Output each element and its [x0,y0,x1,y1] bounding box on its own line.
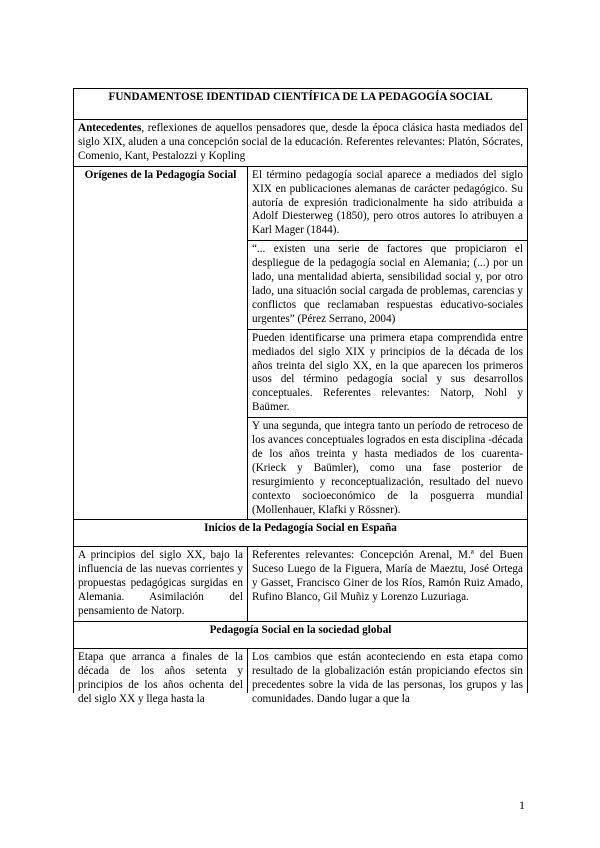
global-right-text: Los cambios que están aconteciendo en esta etapa como resultado de la globalización están propiciando efectos sin precedentes sobre la vida de las personas, los grupos y las comunidades. Dando lugar a que la [252,651,523,705]
page-number: 1 [519,798,525,812]
antecedentes-label: Antecedentes [78,122,142,134]
document-title: FUNDAMENTOSE IDENTIDAD CIENTÍFICA DE LA PEDAGOGÍA SOCIAL [74,89,528,120]
origenes-paragraph-2: “... existen una serie de factores que propiciaron el despliegue de la pedagogía social en Alemania; (...) por un lado, una mentalidad abierta, sensibilidad social y, por otro lado, una situación social cargada de problemas, carencias y conflictos que reclamaban respuestas educativo-sociales urgentes” (Pérez Serrano, 2004) [248,241,528,329]
origenes-paragraph-4: Y una segunda, que integra tanto un período de retroceso de los avances conceptuales logrados en esta disciplina -década de los años treinta y hasta mediados de los cuarenta- (Krieck y Baümler), como una fase posterior de resurgimiento y reconceptualización, resultado del nuevo contexto socioeconómico de la posguerra mundial (Mollenhauer, Klafki y Rössner). [248,418,528,520]
antecedentes-text: , reflexiones de aquellos pensadores que, desde la época clásica hasta mediados del siglo XIX, aluden a una concepción social de la educación. Referentes relevantes: Platón, Sócrates, Comenio, Kant, Pestalozzi y Kopling [78,122,523,162]
origenes-label: Orígenes de la Pedagogía Social [74,166,248,520]
inicios-right-text: Referentes relevantes: Concepción Arenal, M.ª del Buen Suceso Luego de la Figuera, María de Maeztu, José Ortega y Gasset, Francisco Giner de los Ríos, Ramón Ruiz Amado, Rufino Blanco, Gil Muñiz y Lorenzo Luzuriaga. [248,547,528,622]
inicios-header: Inicios de la Pedagogía Social en España [74,520,528,547]
global-header: Pedagogía Social en la sociedad global [74,622,528,649]
inicios-left-text: A principios del siglo XX, bajo la influencia de las nuevas corrientes y propuestas pedagógicas surgidas en Alemania. Asimilación del pensamiento de Natorp. [74,547,248,622]
fundamentos-table [73,88,528,705]
global-left-text: Etapa que arranca a finales de la década de los años setenta y principios de los años ochenta del del siglo XX y llega hasta la [78,651,243,705]
origenes-paragraph-3: Pueden identificarse una primera etapa comprendida entre mediados del siglo XIX y principios de la década de los años treinta del siglo XX, en la que aparecen los primeros usos del término pedagogía social y sus desarrollos conceptuales. Referentes relevantes: Natorp, Nohl y Baümer. [248,329,528,417]
origenes-paragraph-1: El término pedagogía social aparece a mediados del siglo XIX en publicaciones alemanas de carácter pedagógico. Su autoría de expresión tradicionalmente ha sido atribuida a Adolf Diesterweg (1850), pero otros autores lo atribuyen a Karl Mager (1844). [248,166,528,241]
antecedentes-cell [74,120,528,167]
